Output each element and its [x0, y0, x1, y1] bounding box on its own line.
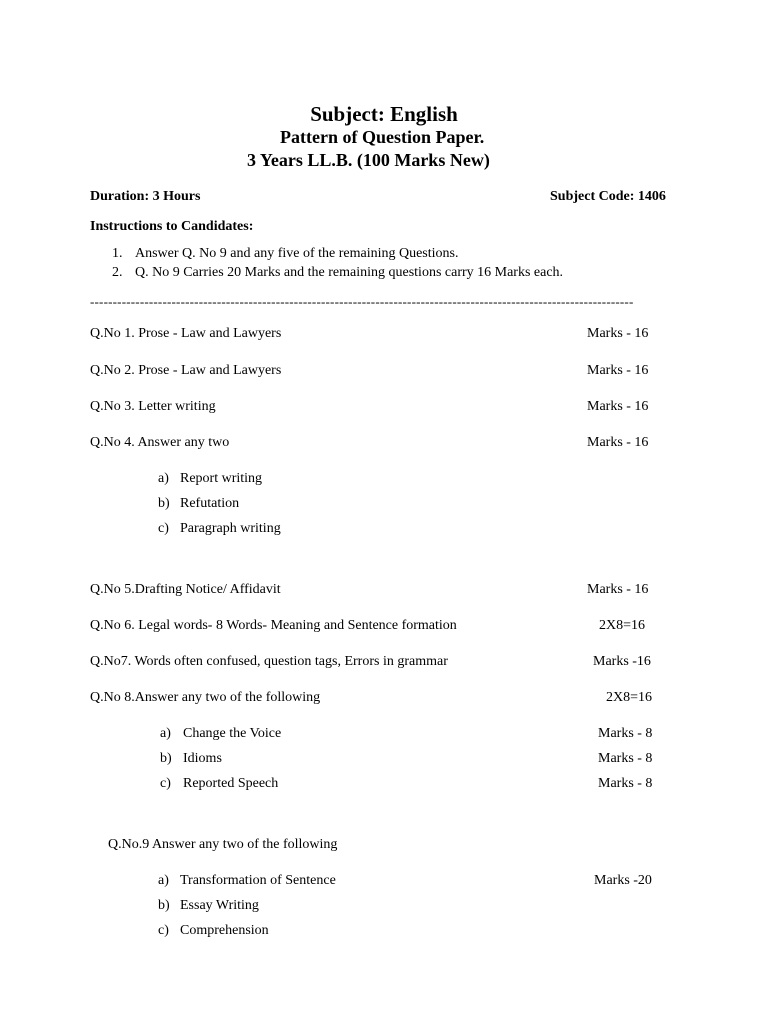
sub-item: Transformation of Sentence [180, 873, 336, 888]
question-3: Q.No 3. Letter writing [90, 399, 216, 414]
sub-item: Comprehension [180, 923, 269, 938]
question-8: Q.No 8.Answer any two of the following [90, 690, 321, 705]
course-heading: 3 Years LL.B. (100 Marks New) [247, 150, 490, 170]
separator-line: ------------------------------------------------------------------------------------------------------------------------ [90, 294, 634, 309]
sub-item-label: b) [160, 751, 172, 766]
sub-item-label: c) [158, 521, 169, 536]
question-6-marks: 2X8=16 [599, 618, 646, 633]
paper-pattern-heading: Pattern of Question Paper. [280, 127, 485, 147]
instruction-item: Q. No 9 Carries 20 Marks and the remaining questions carry 16 Marks each. [135, 265, 564, 280]
question-1-marks: Marks - 16 [587, 326, 649, 341]
instruction-number: 2. [112, 265, 123, 280]
question-2: Q.No 2. Prose - Law and Lawyers [90, 363, 282, 378]
question-5-marks: Marks - 16 [587, 582, 649, 597]
sub-item-label: a) [158, 873, 169, 888]
sub-item-marks: Marks - 8 [598, 751, 653, 766]
page-title: Subject: English [310, 102, 458, 126]
question-6: Q.No 6. Legal words- 8 Words- Meaning and Sentence formation [90, 618, 457, 633]
sub-item-label: a) [158, 471, 169, 486]
sub-item: Report writing [180, 471, 263, 486]
sub-item: Refutation [180, 496, 240, 511]
question-9: Q.No.9 Answer any two of the following [108, 837, 338, 852]
question-5: Q.No 5.Drafting Notice/ Affidavit [90, 582, 281, 597]
sub-item-marks: Marks - 8 [598, 726, 653, 741]
question-7-marks: Marks -16 [593, 654, 651, 669]
sub-item-marks: Marks - 8 [598, 776, 653, 791]
sub-item: Reported Speech [183, 776, 279, 791]
sub-item-label: b) [158, 496, 170, 511]
instruction-item: Answer Q. No 9 and any five of the remaining Questions. [135, 246, 459, 261]
sub-item: Change the Voice [183, 726, 282, 741]
sub-item-label: b) [158, 898, 170, 913]
sub-item: Essay Writing [180, 898, 259, 913]
instructions-title: Instructions to Candidates: [90, 219, 254, 234]
duration-label: Duration: 3 Hours [90, 189, 201, 204]
question-7: Q.No7. Words often confused, question tags, Errors in grammar [90, 654, 448, 669]
question-4: Q.No 4. Answer any two [90, 435, 230, 450]
sub-item: Idioms [183, 751, 222, 766]
sub-item: Paragraph writing [180, 521, 281, 536]
sub-item-label: c) [160, 776, 171, 791]
question-1: Q.No 1. Prose - Law and Lawyers [90, 326, 282, 341]
question-8-marks: 2X8=16 [606, 690, 653, 705]
question-3-marks: Marks - 16 [587, 399, 649, 414]
sub-item-marks: Marks -20 [594, 873, 652, 888]
question-2-marks: Marks - 16 [587, 363, 649, 378]
instruction-number: 1. [112, 246, 123, 261]
subject-code-label: Subject Code: 1406 [550, 189, 666, 204]
question-4-marks: Marks - 16 [587, 435, 649, 450]
sub-item-label: c) [158, 923, 169, 938]
sub-item-label: a) [160, 726, 171, 741]
